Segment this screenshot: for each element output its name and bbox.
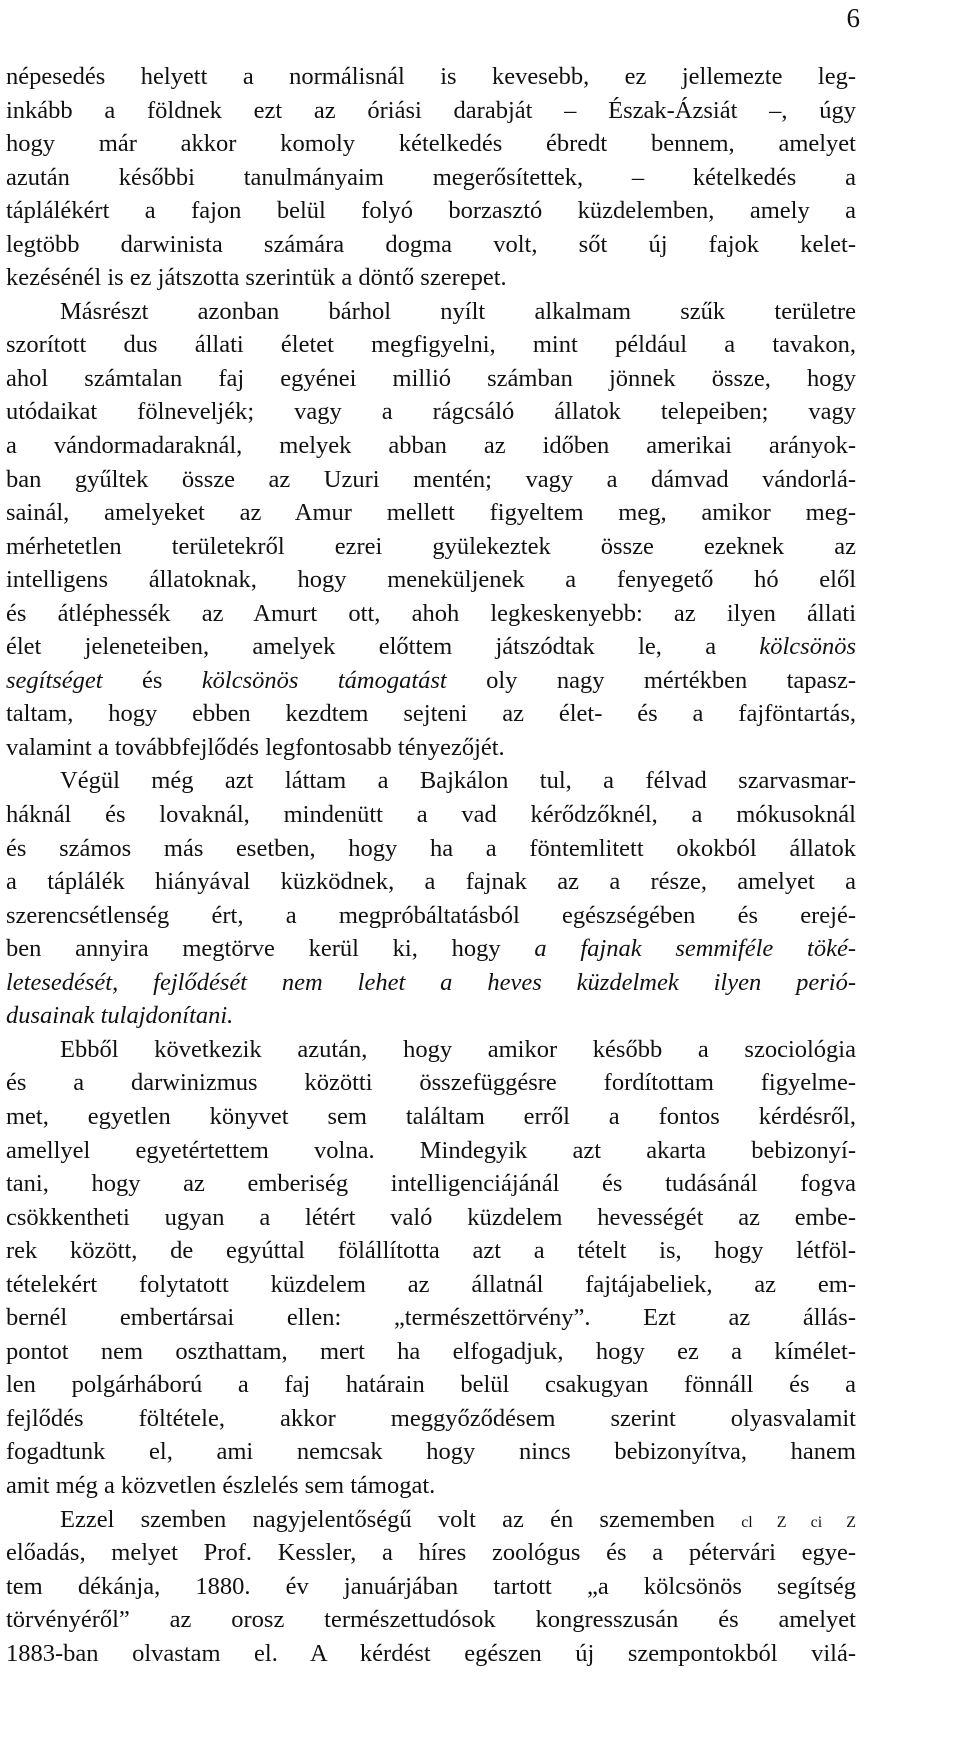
text-segment: fogadtunk el, ami nemcsak hogy nincs bebizonyítva, hanem — [6, 1438, 856, 1466]
text-line — [6, 1503, 856, 1537]
text-segment: intelligens állatoknak, hogy meneküljenek a fenyegető hó elől — [6, 566, 856, 594]
text-line — [6, 228, 856, 262]
text-segment: és átléphessék az Amurt ott, ahoh legkeskenyebb: az ilyen állati — [6, 599, 856, 627]
emphasized-text: a fajnak semmiféle töké- — [534, 935, 856, 963]
paragraph — [6, 1033, 856, 1503]
text-line — [6, 295, 856, 329]
emphasized-text: letesedését, fejlődését nem lehet a heves küzdelmek ilyen perió- — [6, 968, 856, 996]
text-segment: szorított dus állati életet megfigyelni, mint például a tavakon, — [6, 331, 856, 359]
text-line — [6, 999, 856, 1033]
text-segment: tem dékánja, 1880. év januárjában tartott „a kölcsönös segítség — [6, 1572, 856, 1600]
text-segment: előadás, melyet Prof. Kessler, a híres zoológus és a pétervári egye- — [6, 1539, 856, 1567]
text-line — [6, 798, 856, 832]
text-line — [6, 127, 856, 161]
text-segment: a vándormadaraknál, melyek abban az időben amerikai arányok- — [6, 432, 856, 460]
text-segment: csökkentheti ugyan a létért való küzdelem hevességét az embe- — [6, 1203, 856, 1231]
page-number: 6 — [846, 3, 860, 33]
text-segment: inkább a földnek ezt az óriási darabját – Észak-Ázsiát –, úgy — [6, 96, 856, 124]
text-segment: háknál és lovaknál, mindenütt a vad kérődzőknél, a mókusoknál — [6, 801, 856, 829]
text-line — [6, 731, 856, 765]
paragraph — [6, 764, 856, 1032]
text-segment: ban gyűltek össze az Uzuri mentén; vagy a dámvad vándorlá- — [6, 465, 856, 493]
text-segment: szerencsétlenség ért, a megpróbáltatásból egészségében és erejé- — [6, 901, 856, 929]
text-segment: utódaikat fölneveljék; vagy a rágcsáló állatok telepeiben; vagy — [6, 398, 856, 426]
text-line — [6, 697, 856, 731]
text-segment: Másrészt azonban bárhol nyílt alkalmam szűk területre — [60, 297, 856, 325]
paragraph — [6, 1503, 856, 1671]
text-line — [6, 966, 856, 1000]
text-line — [6, 1637, 856, 1671]
text-segment: hogy már akkor komoly kételkedés ébredt bennem, amelyet — [6, 130, 856, 158]
text-line — [6, 664, 856, 698]
text-segment: taltam, hogy ebben kezdtem sejteni az élet- és a fajföntartás, — [6, 700, 856, 728]
text-line — [6, 932, 856, 966]
body-text — [6, 60, 856, 1670]
text-segment: törvényéről” az orosz természettudósok kongresszusán és amelyet — [6, 1606, 856, 1634]
text-segment: tételekért folytatott küzdelem az állatnál fajtájabeliek, az em- — [6, 1270, 856, 1298]
text-line — [6, 161, 856, 195]
text-line — [6, 362, 856, 396]
text-line — [6, 865, 856, 899]
text-line — [6, 1435, 856, 1469]
text-segment: és a darwinizmus közötti összefüggésre fordítottam figyelme- — [6, 1069, 856, 1097]
text-line — [6, 597, 856, 631]
text-segment: met, egyetlen könyvet sem találtam erről a fontos kérdésről, — [6, 1102, 856, 1130]
text-segment: pontot nem oszthattam, mert ha elfogadjuk, hogy ez a kímélet- — [6, 1337, 856, 1365]
text-line — [6, 563, 856, 597]
text-segment: mérhetetlen területekről ezrei gyülekeztek össze ezeknek az — [6, 532, 856, 560]
text-line — [6, 395, 856, 429]
text-segment: népesedés helyett a normálisnál is kevesebb, ez jellemezte leg- — [6, 63, 856, 90]
text-segment: és számos más esetben, hogy ha a föntemlitett okokból állatok — [6, 834, 856, 862]
text-line — [6, 328, 856, 362]
paragraph — [6, 295, 856, 765]
text-segment: sainál, amelyeket az Amur mellett figyeltem meg, amikor meg- — [6, 499, 856, 527]
text-line — [6, 60, 856, 94]
text-line — [6, 1268, 856, 1302]
text-segment: legtöbb darwinista számára dogma volt, sőt új fajok kelet- — [6, 230, 856, 258]
text-line — [6, 94, 856, 128]
text-line — [6, 496, 856, 530]
text-segment: Végül még azt láttam a Bajkálon tul, a félvad szarvasmar- — [60, 767, 856, 795]
text-line — [6, 630, 856, 664]
text-segment: len polgárháború a faj határain belül csakugyan fönnáll és a — [6, 1371, 856, 1399]
text-line — [6, 1536, 856, 1570]
text-line — [6, 899, 856, 933]
text-segment: tani, hogy az emberiség intelligenciájánál és tudásánál fogva — [6, 1170, 856, 1198]
text-line — [6, 764, 856, 798]
text-segment: ben annyira megtörve kerül ki, hogy — [6, 935, 535, 963]
text-line — [6, 1100, 856, 1134]
text-line — [6, 1167, 856, 1201]
text-line — [6, 1402, 856, 1436]
text-segment: Ebből következik azután, hogy amikor később a szociológia — [60, 1035, 856, 1063]
emphasized-text: kölcsönös — [759, 633, 856, 661]
text-segment: élet jeleneteiben, amelyek előttem játszódtak le, a — [6, 633, 760, 661]
text-segment: táplálékért a fajon belül folyó borzasztó küzdelemben, amely a — [6, 197, 856, 225]
text-line — [6, 1368, 856, 1402]
emphasized-text: kölcsönös támogatást — [201, 666, 447, 694]
paragraph — [6, 60, 856, 295]
emphasized-text: segítséget — [6, 666, 103, 694]
text-segment: ahol számtalan faj egyénei millió számban jönnek össze, hogy — [6, 364, 856, 392]
text-line — [6, 1234, 856, 1268]
text-segment: cl Z ci Z — [741, 1513, 857, 1531]
text-segment: 1883-ban olvastam el. A kérdést egészen új szempontokból vilá- — [6, 1639, 856, 1667]
emphasized-text: dusainak tulajdonítani. — [6, 1002, 234, 1030]
text-segment: Ezzel szemben nagyjelentőségű volt az én szememben — [60, 1505, 742, 1533]
text-line — [6, 1033, 856, 1067]
text-line — [6, 832, 856, 866]
text-line — [6, 1134, 856, 1168]
text-segment: azután későbbi tanulmányaim megerősítettek, – kételkedés a — [6, 163, 856, 191]
text-line — [6, 1570, 856, 1604]
text-line — [6, 1066, 856, 1100]
text-segment: amit még a közvetlen észlelés sem támogat. — [6, 1471, 436, 1499]
text-segment: amellyel egyetértettem volna. Mindegyik azt akarta bebizonyí- — [6, 1136, 856, 1164]
text-line — [6, 1469, 856, 1503]
text-segment: kezésénél is ez játszotta szerintük a döntő szerepet. — [6, 264, 507, 292]
text-segment: valamint a továbbfejlődés legfontosabb tényezőjét. — [6, 733, 505, 761]
text-segment: oly nagy mértékben tapasz- — [446, 666, 856, 694]
text-line — [6, 194, 856, 228]
text-line — [6, 530, 856, 564]
text-segment: és — [102, 666, 202, 694]
text-segment: bernél embertársai ellen: „természettörvény”. Ezt az állás- — [6, 1304, 856, 1332]
text-segment: a táplálék hiányával küzködnek, a fajnak az a része, amelyet a — [6, 868, 856, 896]
text-line — [6, 1301, 856, 1335]
text-line — [6, 1201, 856, 1235]
text-segment: fejlődés föltétele, akkor meggyőződésem szerint olyasvalamit — [6, 1404, 856, 1432]
text-line — [6, 261, 856, 295]
text-segment: rek között, de egyúttal fölállította azt a tételt is, hogy létföl- — [6, 1237, 856, 1265]
text-line — [6, 429, 856, 463]
text-line — [6, 463, 856, 497]
text-line — [6, 1603, 856, 1637]
text-line — [6, 1335, 856, 1369]
